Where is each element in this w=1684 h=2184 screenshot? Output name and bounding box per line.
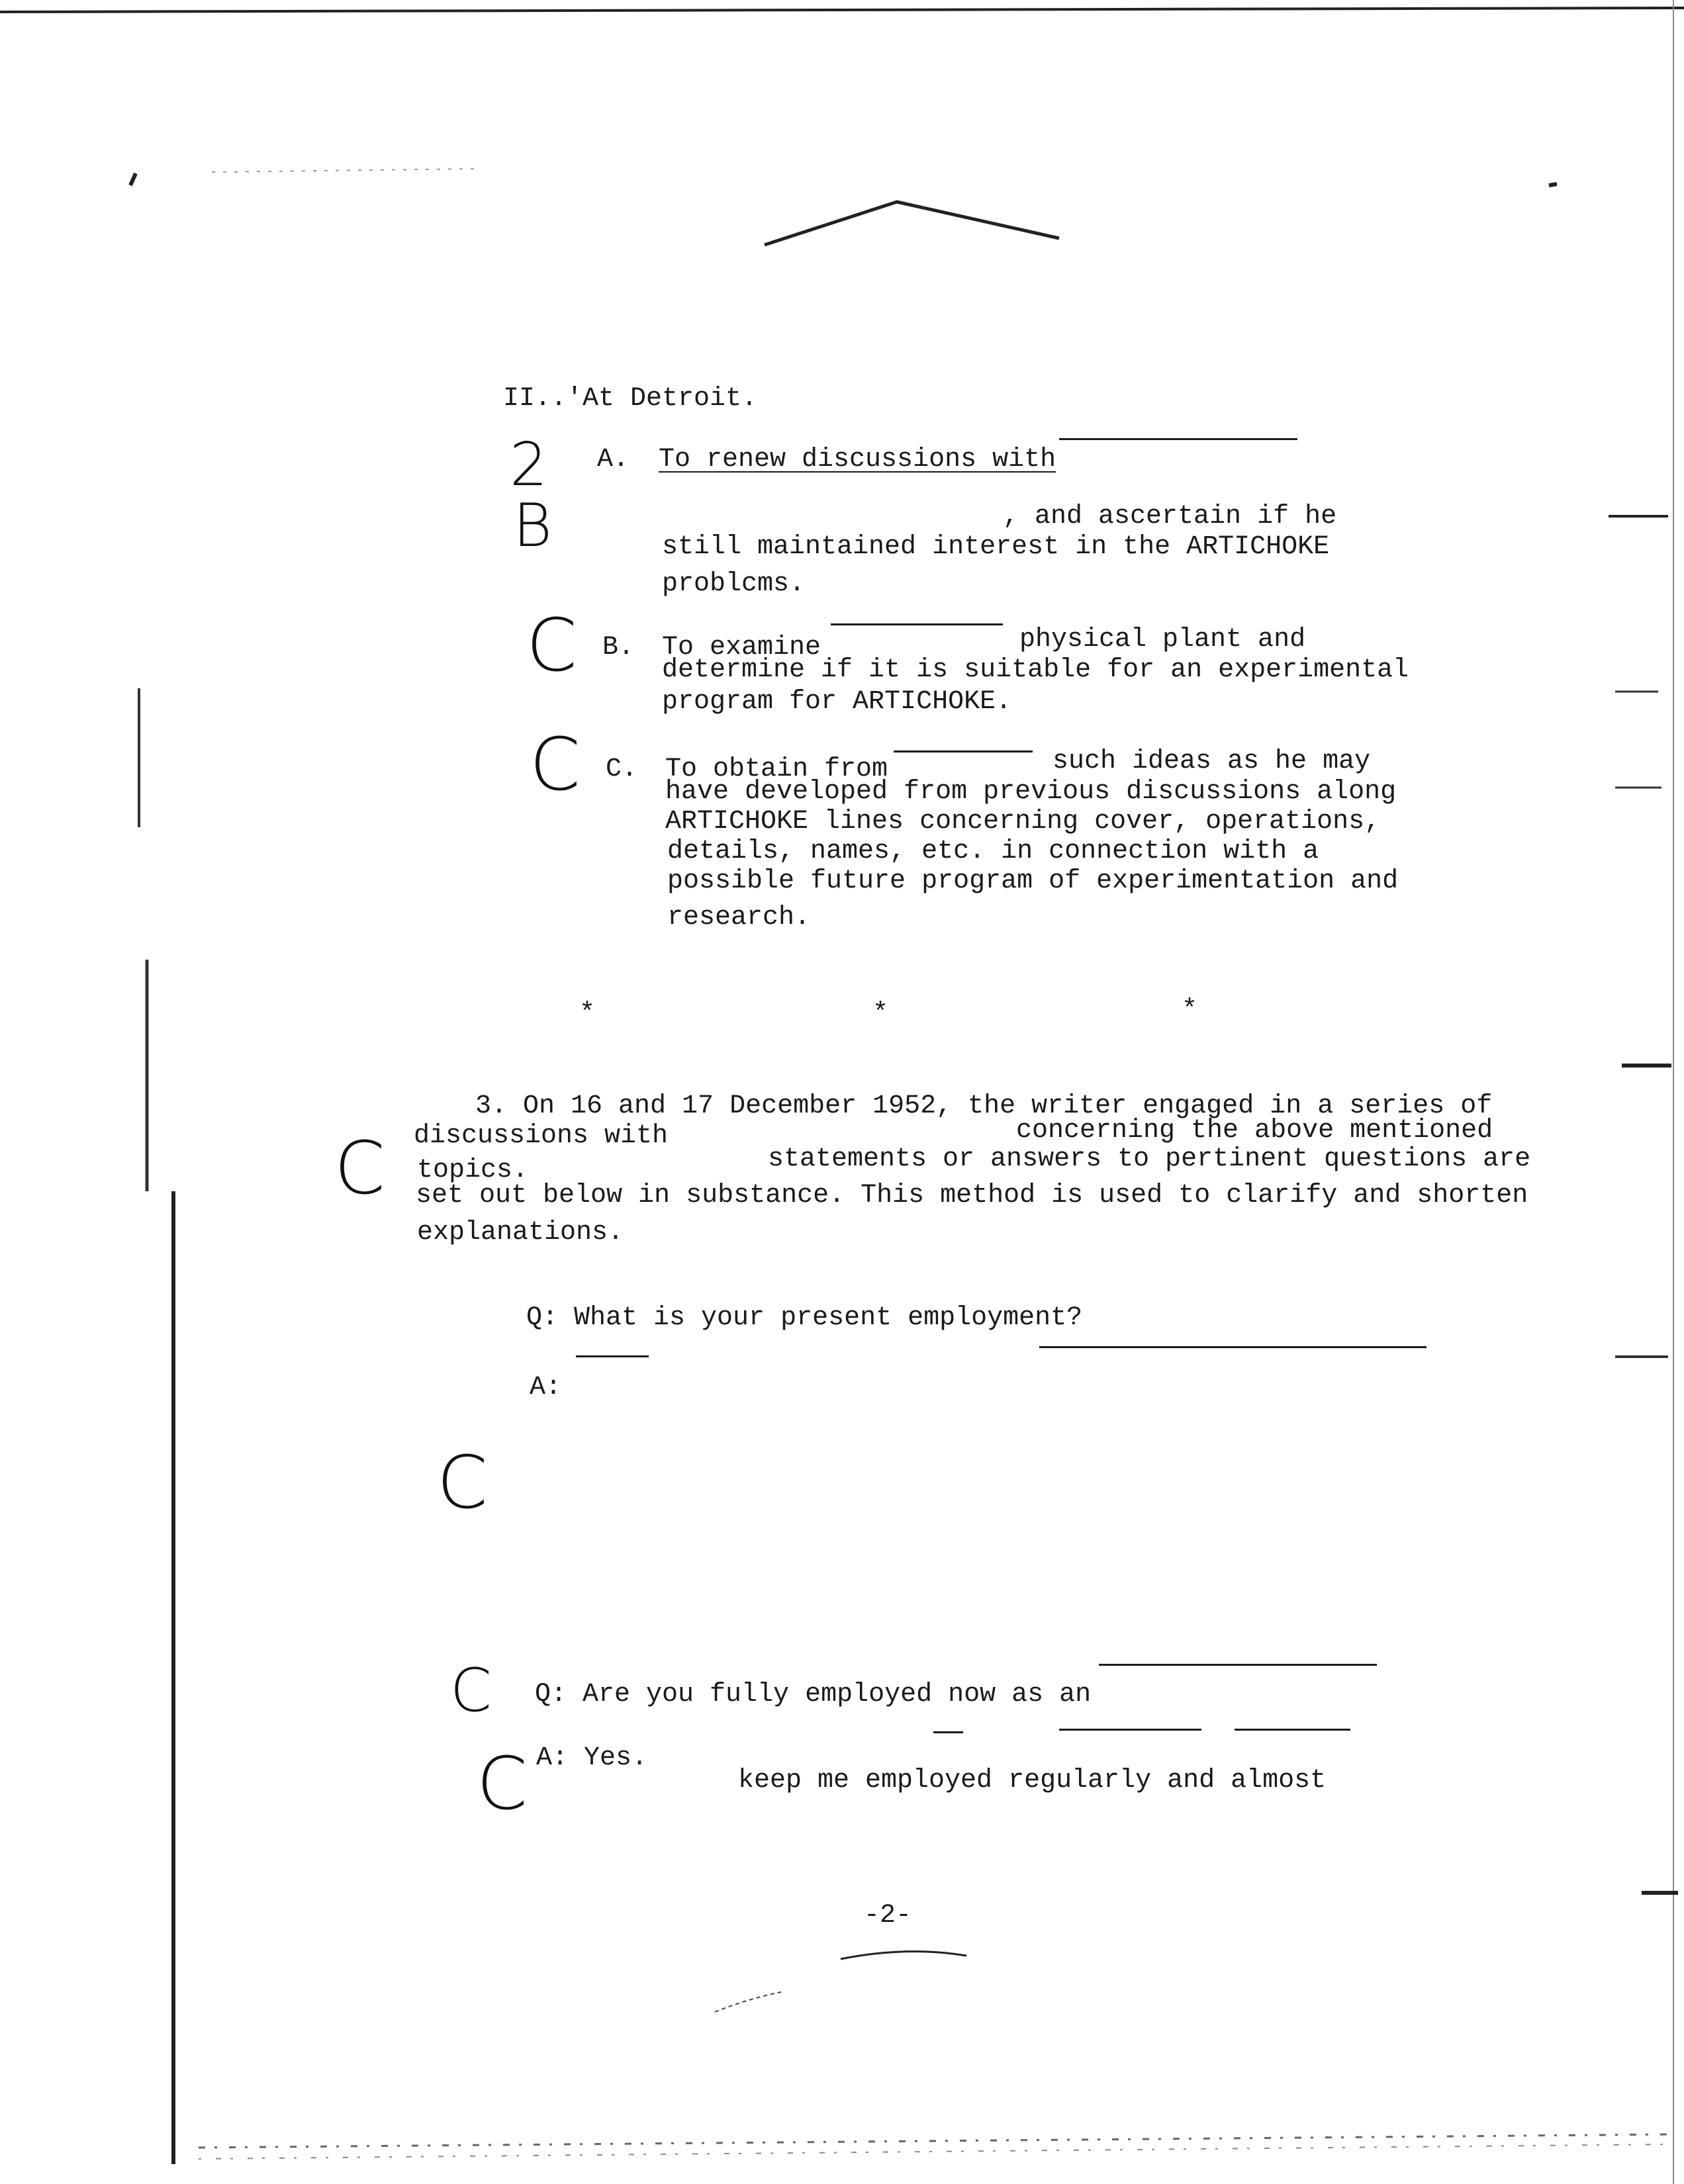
item-c-marker: C. [606,754,638,784]
paragraph-3-line1: 3. On 16 and 17 December 1952, the writer engaged in a series of [475,1091,1493,1121]
item-c-line2: have developed from previous discussions along [665,777,1397,807]
separator-asterisk: * [872,999,889,1028]
item-b-line3: program for ARTICHOKE. [662,687,1012,717]
page-number: -2- [864,1901,912,1931]
paragraph-3-line2b: concerning the above mentioned [1016,1116,1493,1146]
item-a-line3: still maintained interest in the ARTICHOKE [662,532,1330,562]
item-a-line4: problcms. [662,569,806,599]
paragraph-3-line3a: topics. [417,1156,529,1185]
handwritten-code: C [526,603,577,688]
section-heading: II..'At Detroit. [503,384,758,414]
handwritten-code: 2 [510,430,548,500]
item-a-line2: , and ascertain if he [1003,502,1337,531]
item-c-line5: possible future program of experimentation and [667,866,1399,896]
item-c-line1a: To obtain from [665,754,888,784]
item-c-line1b: such ideas as he may [1052,747,1371,776]
redaction-bar [894,751,1033,752]
item-b-line1a: To examine [662,633,821,662]
item-b-marker: B. [602,633,635,662]
redaction-bar [1059,1729,1201,1731]
redaction-bar [933,1731,963,1733]
separator-asterisk: * [1182,995,1198,1025]
item-b-line2: determine if it is suitable for an experimental [662,655,1409,685]
paragraph-3-line4: set out below in substance. This method is used to clarify and shorten [416,1181,1528,1210]
paragraph-3-line5: explanations. [417,1218,624,1248]
question-1: Q: What is your present employment? [526,1303,1083,1333]
handwritten-code: C [477,1741,528,1826]
item-a-title: To renew discussions with [659,445,1056,475]
item-c-line6: research. [667,903,811,933]
item-b-line1b: physical plant and [1019,625,1306,655]
handwritten-code: C [437,1440,488,1525]
answer-2-continued: keep me employed regularly and almost [738,1766,1327,1796]
handwritten-code: C [450,1656,492,1725]
handwritten-code: B [513,491,552,561]
redaction-bar [1235,1729,1350,1731]
item-c-line3: ARTICHOKE lines concerning cover, operations, [665,807,1381,837]
item-a-marker: A. [597,445,630,475]
redaction-bar [1059,438,1297,440]
separator-asterisk: * [579,999,596,1028]
redaction-bar [831,623,1003,625]
answer-2: A: Yes. [536,1743,648,1773]
redaction-bar [576,1355,649,1357]
item-c-line4: details, names, etc. in connection with a [667,837,1319,866]
redaction-bar [1099,1664,1377,1666]
paragraph-3-line3b: statements or answers to pertinent questions are [768,1144,1531,1174]
question-2: Q: Are you fully employed now as an [535,1680,1092,1709]
answer-1: A: [530,1373,562,1402]
handwritten-code: C [530,722,581,807]
handwritten-code: C [334,1126,385,1210]
redaction-bar [1039,1346,1427,1348]
paragraph-3-line2a: discussions with [414,1121,669,1151]
